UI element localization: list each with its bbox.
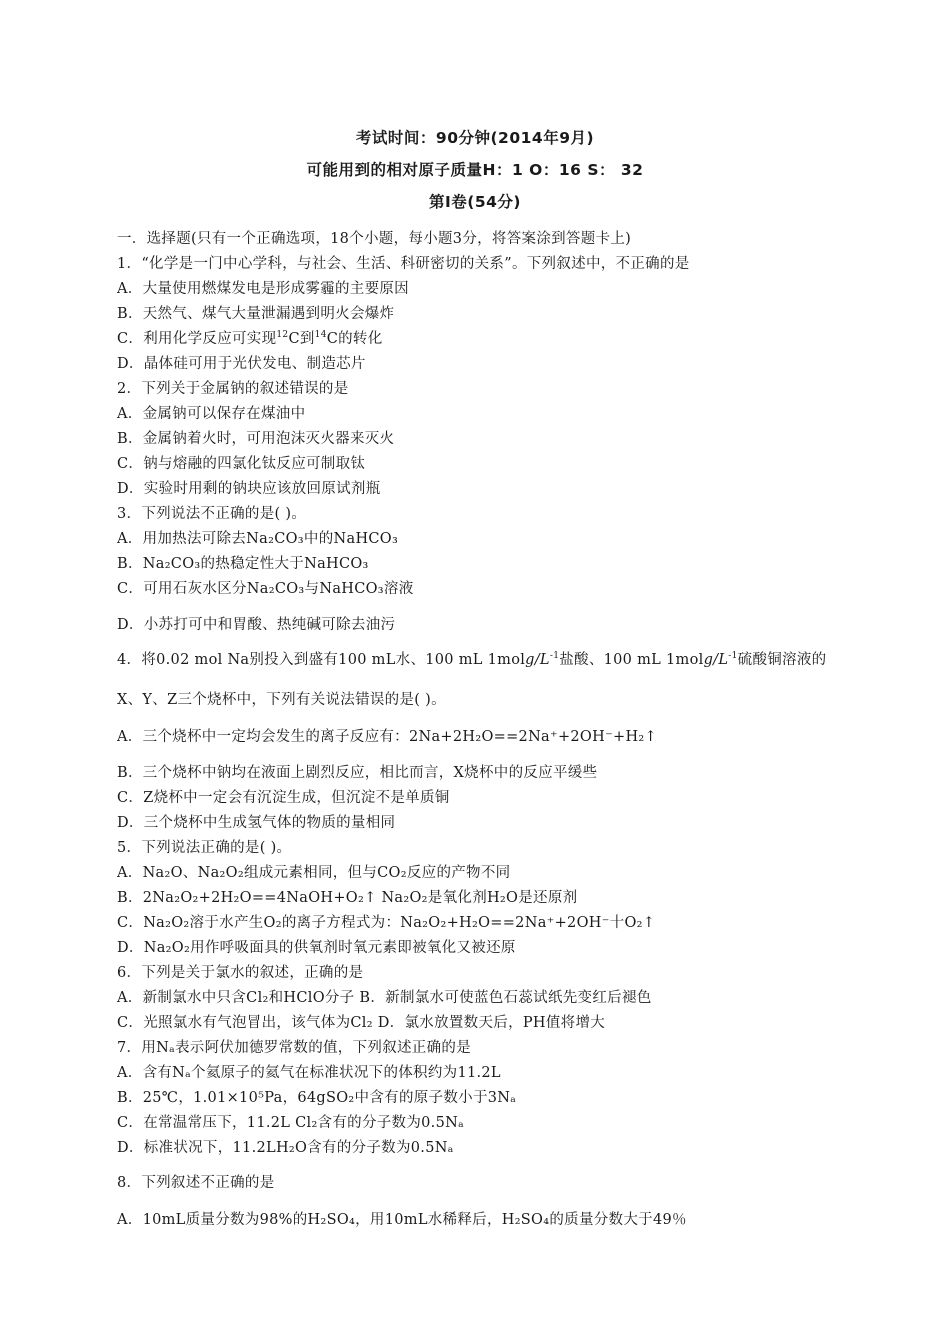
q3-option-a: A．用加热法可除去Na₂CO₃中的NaHCO₃: [117, 531, 399, 547]
q5-stem: 5．下列说法正确的是( )。: [117, 840, 292, 856]
q2-option-d: D．实验时用剩的钠块应该放回原试剂瓶: [117, 481, 381, 497]
q8-option-a: A．10mL质量分数为98%的H₂SO₄，用10mL水稀释后，H₂SO₄的质量分数大于49％: [117, 1212, 687, 1228]
q4-stem: [117, 648, 826, 669]
q4-stem-part3: 硫酸铜溶液的: [737, 652, 827, 668]
q7-option-c: C．在常温常压下，11.2L Cl₂含有的分子数为0.5Nₐ: [117, 1115, 465, 1131]
q6-options-cd: C．光照氯水有气泡冒出，该气体为Cl₂ D．氯水放置数天后，PH值将增大: [117, 1015, 606, 1031]
q6-options-ab: A．新制氯水中只含Cl₂和HClO分子 B．新制氯水可使蓝色石蕊试纸先变红后褪色: [117, 990, 652, 1006]
q2-option-c: C．钠与熔融的四氯化钛反应可制取钛: [117, 456, 366, 472]
q1-c-text: C．利用化学反应可实现: [117, 331, 277, 347]
q4-sup-2: -1: [728, 651, 738, 662]
q4-option-a: A．三个烧杯中一定均会发生的离子反应有：2Na+2H₂O==2Na⁺+2OH⁻+H₂↑: [117, 729, 657, 745]
q4-option-d: D．三个烧杯中生成氢气体的物质的量相同: [117, 815, 396, 831]
q1-stem: 1．“化学是一门中心学科，与社会、生活、科研密切的关系”。下列叙述中，不正确的是: [117, 256, 690, 272]
q8-stem: 8．下列叙述不正确的是: [117, 1175, 275, 1191]
q3-option-d: D．小苏打可中和胃酸、热纯碱可除去油污: [117, 617, 396, 633]
volume-title: 第Ⅰ卷(54分): [428, 193, 521, 211]
q1-c-sup12: 12: [276, 330, 289, 341]
q1-c-sup14: 14: [314, 330, 327, 341]
q4-option-c: C．Z烧杯中一定会有沉淀生成，但沉淀不是单质铜: [117, 790, 450, 806]
atomic-mass-line: 可能用到的相对原子质量H：1 O：16 S： 32: [306, 161, 644, 179]
q4-unit-1: g/L: [525, 652, 550, 668]
q4-option-b: B．三个烧杯中钠均在液面上剧烈反应，相比而言，X烧杯中的反应平缓些: [117, 765, 598, 781]
q4-stem-line2: X、Y、Z三个烧杯中，下列有关说法错误的是( )。: [117, 692, 446, 708]
q4-sup-1: -1: [549, 651, 560, 662]
q5-option-a: A．Na₂O、Na₂O₂组成元素相同，但与CO₂反应的产物不同: [117, 865, 511, 881]
q2-option-a: A．金属钠可以保存在煤油中: [117, 406, 306, 422]
q3-stem: 3．下列说法不正确的是( )。: [117, 506, 307, 522]
q1-option-a: A．大量使用燃煤发电是形成雾霾的主要原因: [117, 281, 409, 297]
q3-option-b: B．Na₂CO₃的热稳定性大于NaHCO₃: [117, 556, 369, 572]
q7-option-b: B．25℃，1.01×10⁵Pa，64gSO₂中含有的原子数小于3Nₐ: [117, 1090, 517, 1106]
q3-option-c: C．可用石灰水区分Na₂CO₃与NaHCO₃溶液: [117, 581, 414, 597]
q7-option-a: A．含有Nₐ个氦原子的氦气在标准状况下的体积约为11.2L: [117, 1065, 501, 1081]
q5-option-b: B．2Na₂O₂+2H₂O==4NaOH+O₂↑ Na₂O₂是氧化剂H₂O是还原剂: [117, 890, 578, 906]
q4-unit-2: g/L: [703, 652, 729, 668]
q1-option-c: [117, 327, 383, 348]
q5-option-c: C．Na₂O₂溶于水产生O₂的离子方程式为：Na₂O₂+H₂O==2Na⁺+2OH⁻十O₂↑: [117, 915, 656, 931]
q1-c-mid: C到: [288, 331, 315, 347]
exam-time: 考试时间：90分钟(2014年9月): [355, 129, 595, 147]
q2-stem: 2．下列关于金属钠的叙述错误的是: [117, 381, 349, 397]
q2-option-b: B．金属钠着火时，可用泡沫灭火器来灭火: [117, 431, 395, 447]
q5-option-d: D．Na₂O₂用作呼吸面具的供氧剂时氧元素即被氧化又被还原: [117, 940, 516, 956]
q1-option-d: D．晶体硅可用于光伏发电、制造芯片: [117, 356, 366, 372]
q4-stem-part2: 盐酸、100 mL 1mol: [559, 652, 704, 668]
section-instructions: 一．选择题(只有一个正确选项，18个小题，每小题3分，将答案涂到答题卡上): [117, 231, 632, 247]
q7-option-d: D．标准状况下，11.2LH₂O含有的分子数为0.5Nₐ: [117, 1140, 454, 1156]
q7-stem: 7．用Nₐ表示阿伏加德罗常数的值，下列叙述正确的是: [117, 1040, 472, 1056]
q1-c-post: C的转化: [326, 331, 383, 347]
q6-stem: 6．下列是关于氯水的叙述，正确的是: [117, 965, 364, 981]
q4-stem-part1: 4．将0.02 mol Na别投入到盛有100 mL水、100 mL 1mol: [117, 652, 526, 668]
q1-option-b: B．天然气、煤气大量泄漏遇到明火会爆炸: [117, 306, 395, 322]
